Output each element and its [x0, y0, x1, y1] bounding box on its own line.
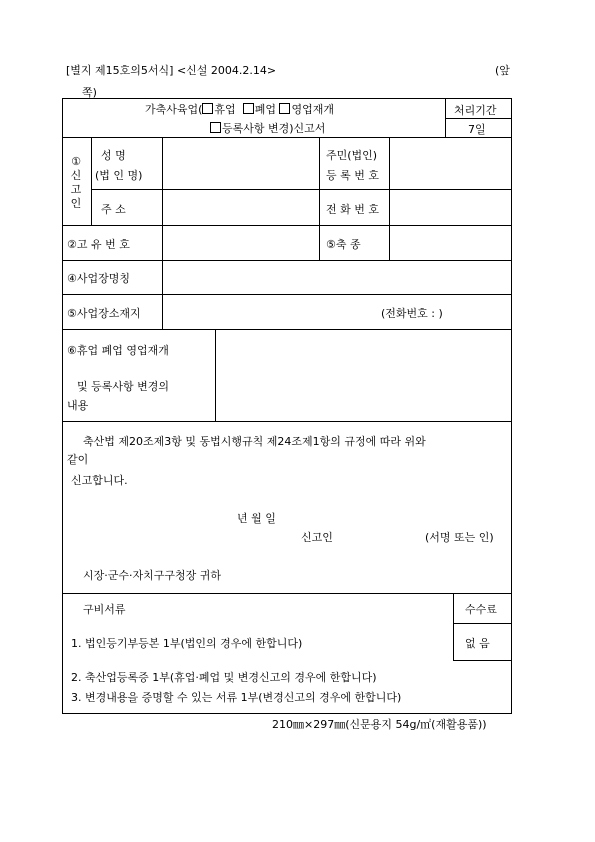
documents-label: 구비서류: [83, 603, 126, 616]
form-code: [별지 제15호의5서식] <신설 2004.2.14>: [66, 64, 277, 77]
business-location-label: ⑤사업장소재지: [67, 307, 141, 320]
livestock-type-label: ⑤축 종: [326, 238, 361, 251]
recipient: 시장·군수·자치구구청장 귀하: [83, 569, 222, 582]
date-line: 년 월 일: [237, 512, 276, 525]
fee-label: 수수료: [465, 603, 497, 616]
signature-note: (서명 또는 인): [425, 531, 494, 544]
reg-number-label: 주민(법인): [326, 149, 378, 162]
declaration-line2: 같이: [67, 453, 89, 466]
location-phone: (전화번호 : ): [381, 307, 443, 320]
fee-value: 없 음: [465, 637, 490, 650]
applicant-section-label: ① 신 고 인: [70, 155, 82, 210]
address-label: 주 소: [101, 203, 126, 216]
change-label-2: 및 등록사항 변경의: [77, 380, 170, 393]
form-title-line1: 가축사육업( 휴업 폐업 영업재개: [145, 103, 334, 116]
checkbox-abolish[interactable]: [243, 103, 254, 114]
reg-number-label-2: 등 록 번 호: [326, 169, 379, 182]
checkbox-closure[interactable]: [202, 103, 213, 114]
form-frame: [62, 98, 512, 714]
page-side-note-2: 쪽): [82, 86, 97, 99]
processing-label: 처리기간: [454, 104, 497, 117]
business-name-label: ④사업장명칭: [67, 272, 130, 285]
page-side-note: (앞: [495, 64, 510, 77]
phone-label: 전 화 번 호: [326, 203, 379, 216]
checkbox-resume[interactable]: [279, 103, 290, 114]
corp-name-label: (법 인 명): [95, 169, 143, 182]
change-label-3: 내용: [67, 399, 89, 412]
document-item-3: 3. 변경내용을 증명할 수 있는 서류 1부(변경신고의 경우에 한합니다): [71, 691, 402, 704]
signer-label: 신고인: [301, 531, 333, 544]
form-title-line2: 등록사항 변경)신고서: [210, 120, 325, 136]
checkbox-change[interactable]: [210, 122, 221, 133]
unique-number-label: ②고 유 번 호: [67, 238, 130, 251]
document-item-2: 2. 축산업등록증 1부(휴업·폐업 및 변경신고의 경우에 한합니다): [71, 671, 377, 684]
document-item-1: 1. 법인등기부등본 1부(법인의 경우에 한합니다): [71, 637, 303, 650]
processing-value: 7일: [468, 123, 486, 136]
name-label: 성 명: [101, 149, 126, 162]
paper-spec-footer: 210㎜×297㎜(신문용지 54g/㎡(재활용품)): [272, 718, 487, 731]
declaration-line3: 신고합니다.: [71, 474, 128, 487]
declaration-line1: 축산법 제20조제3항 및 동법시행규칙 제24조제1항의 규정에 따라 위와: [83, 435, 426, 448]
change-label-1: ⑥휴업 폐업 영업재개: [67, 344, 169, 357]
